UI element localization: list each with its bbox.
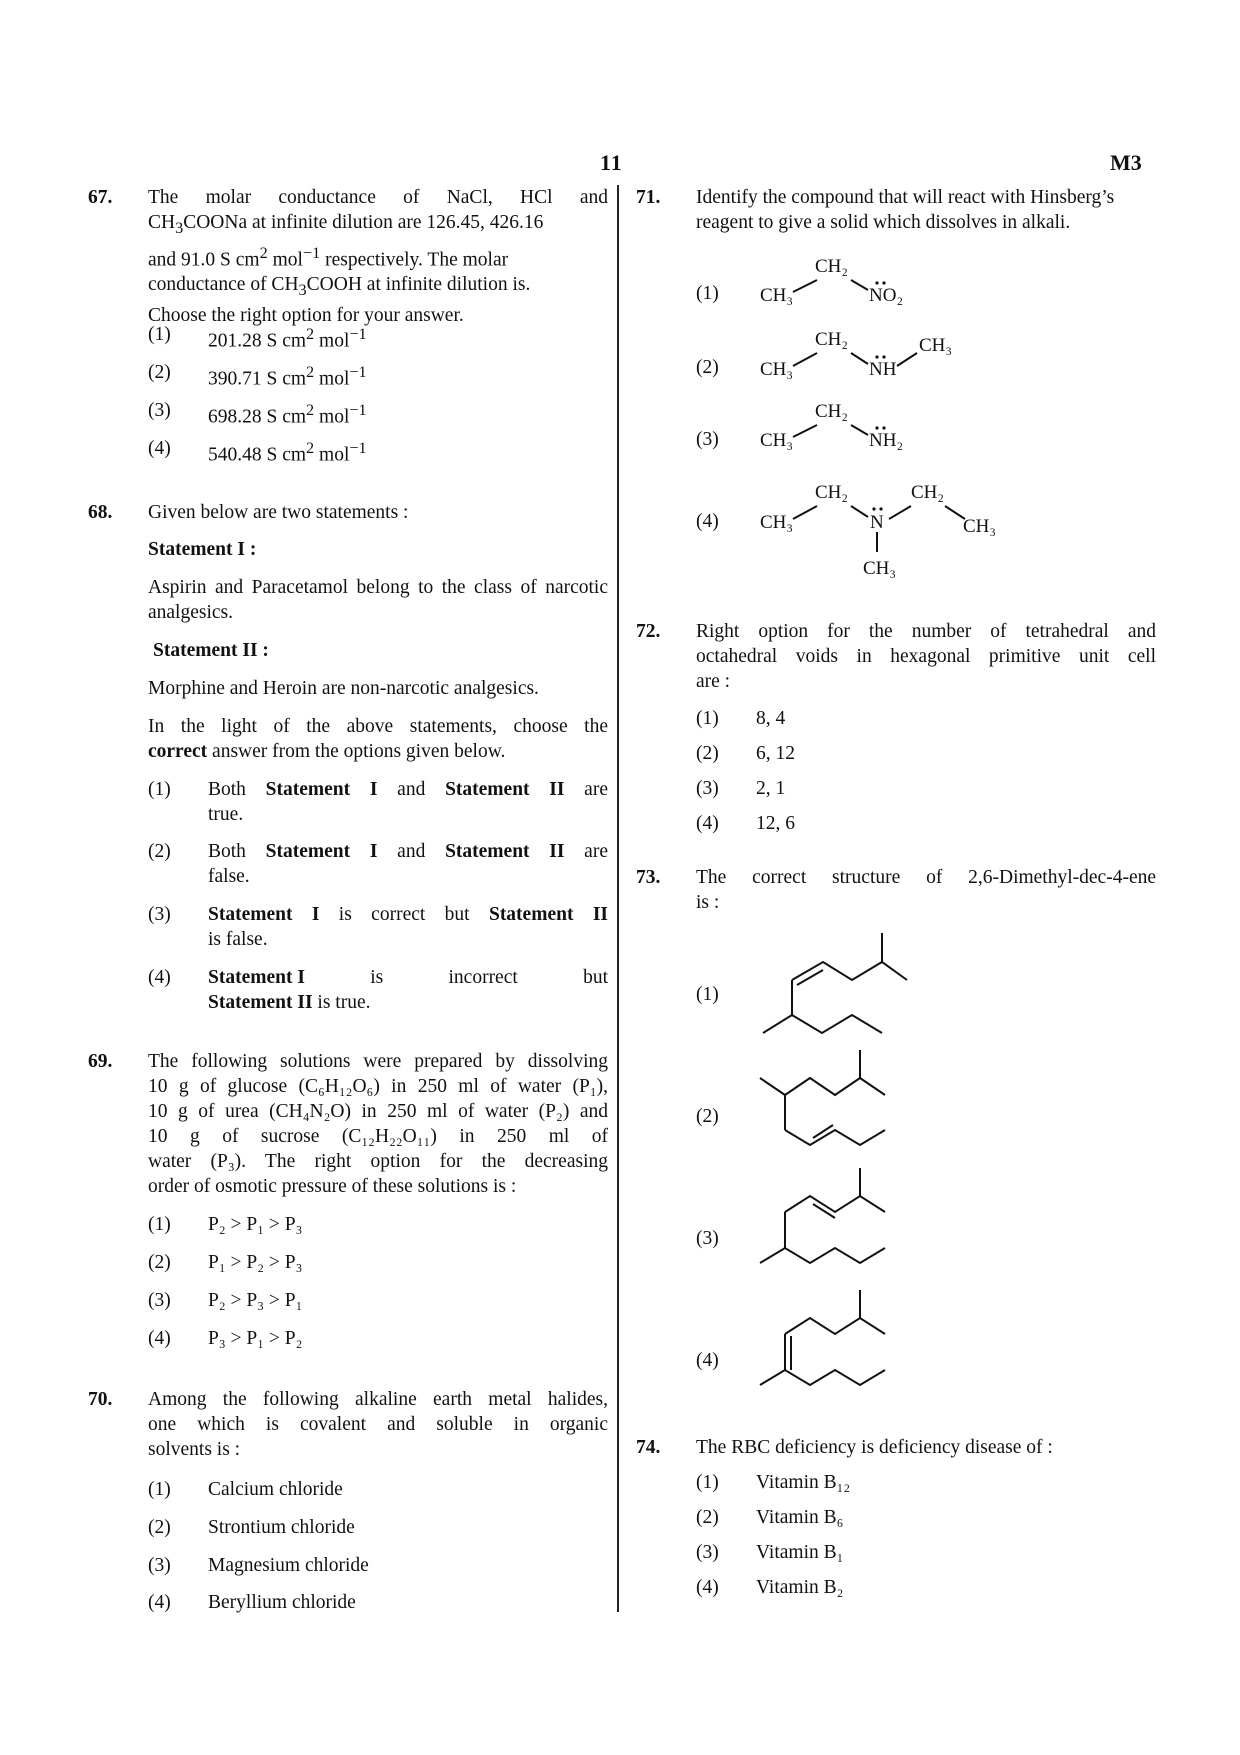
q71-option-2-label[interactable]: (2) xyxy=(696,357,719,378)
svg-text:CH₃: CH₃ xyxy=(760,430,794,451)
q67-line: $CH_3COONa$ at infinite dilution are 126.45, 426.16 xyxy=(148,212,544,237)
svg-text:CH₂: CH₂ xyxy=(815,329,849,350)
q73-option-1-label[interactable]: (1) xyxy=(696,984,719,1005)
column-divider xyxy=(617,185,619,1612)
svg-text:NH: NH xyxy=(869,359,897,380)
svg-text:CH₂: CH₂ xyxy=(911,482,945,503)
svg-text:CH₂: CH₂ xyxy=(815,256,849,277)
svg-text:CH₂: CH₂ xyxy=(815,482,849,503)
q73-option-4-label[interactable]: (4) xyxy=(696,1350,719,1371)
q68-prompt: In the light of the above statements, choose the correct answer from the options given below. xyxy=(148,716,608,762)
question-number: 69. xyxy=(88,1051,113,1072)
svg-text:CH₃: CH₃ xyxy=(919,335,953,356)
svg-text:CH₃: CH₃ xyxy=(760,359,794,380)
q71-option-1-label[interactable]: (1) xyxy=(696,283,719,304)
q71-option-3-label[interactable]: (3) xyxy=(696,429,719,450)
q71-option-3-structure[interactable] xyxy=(755,394,955,464)
q67-line: and 91.0 S $cm^2$ mol$^{-1}$ respectively. The molar xyxy=(148,243,509,271)
q71-option-1-structure[interactable] xyxy=(755,250,955,320)
statement-2-text: Morphine and Heroin are non-narcotic analgesics. xyxy=(148,678,539,699)
q73-option-2-structure[interactable] xyxy=(755,1050,935,1170)
svg-text:CH₂: CH₂ xyxy=(815,401,849,422)
q71-option-4-label[interactable]: (4) xyxy=(696,511,719,532)
page-number: 11 xyxy=(600,150,623,175)
q73-option-3-label[interactable]: (3) xyxy=(696,1228,719,1249)
question-number: 71. xyxy=(636,187,661,208)
q73-option-3-structure[interactable] xyxy=(755,1168,935,1288)
q68-intro: Given below are two statements : xyxy=(148,502,409,523)
statement-1-heading: Statement I : xyxy=(148,539,257,560)
q73-option-2-label[interactable]: (2) xyxy=(696,1106,719,1127)
question-text xyxy=(148,185,608,328)
q71-option-4-structure[interactable] xyxy=(755,476,1015,591)
question-number: 70. xyxy=(88,1389,113,1410)
statement-2-heading: Statement II : xyxy=(153,640,269,661)
statement-1-text: Aspirin and Paracetamol belong to the class of narcotic analgesics. xyxy=(148,577,608,623)
q73-option-1-structure[interactable] xyxy=(755,930,935,1050)
svg-text:CH₃: CH₃ xyxy=(863,558,897,579)
svg-text:CH₃: CH₃ xyxy=(760,512,794,533)
q67-line: The molar conductance of NaCl, HCl and xyxy=(148,187,608,208)
question-number: 74. xyxy=(636,1437,661,1458)
q67-line: Choose the right option for your answer. xyxy=(148,305,464,327)
svg-text:CH₃: CH₃ xyxy=(963,516,997,537)
q67-line: conductance of $CH_3COOH$ at infinite dilution is. xyxy=(148,274,531,300)
svg-text:NO₂: NO₂ xyxy=(869,285,904,306)
q73-option-4-structure[interactable] xyxy=(755,1290,935,1410)
question-number: 67. xyxy=(88,187,113,208)
series-code: M3 xyxy=(1110,150,1142,175)
question-number: 72. xyxy=(636,621,661,642)
svg-text:N: N xyxy=(870,512,884,533)
question-number: 73. xyxy=(636,867,661,888)
q71-option-2-structure[interactable] xyxy=(755,323,975,393)
question-number: 68. xyxy=(88,502,113,523)
svg-text:NH₂: NH₂ xyxy=(869,430,904,451)
svg-text:CH₃: CH₃ xyxy=(760,285,794,306)
